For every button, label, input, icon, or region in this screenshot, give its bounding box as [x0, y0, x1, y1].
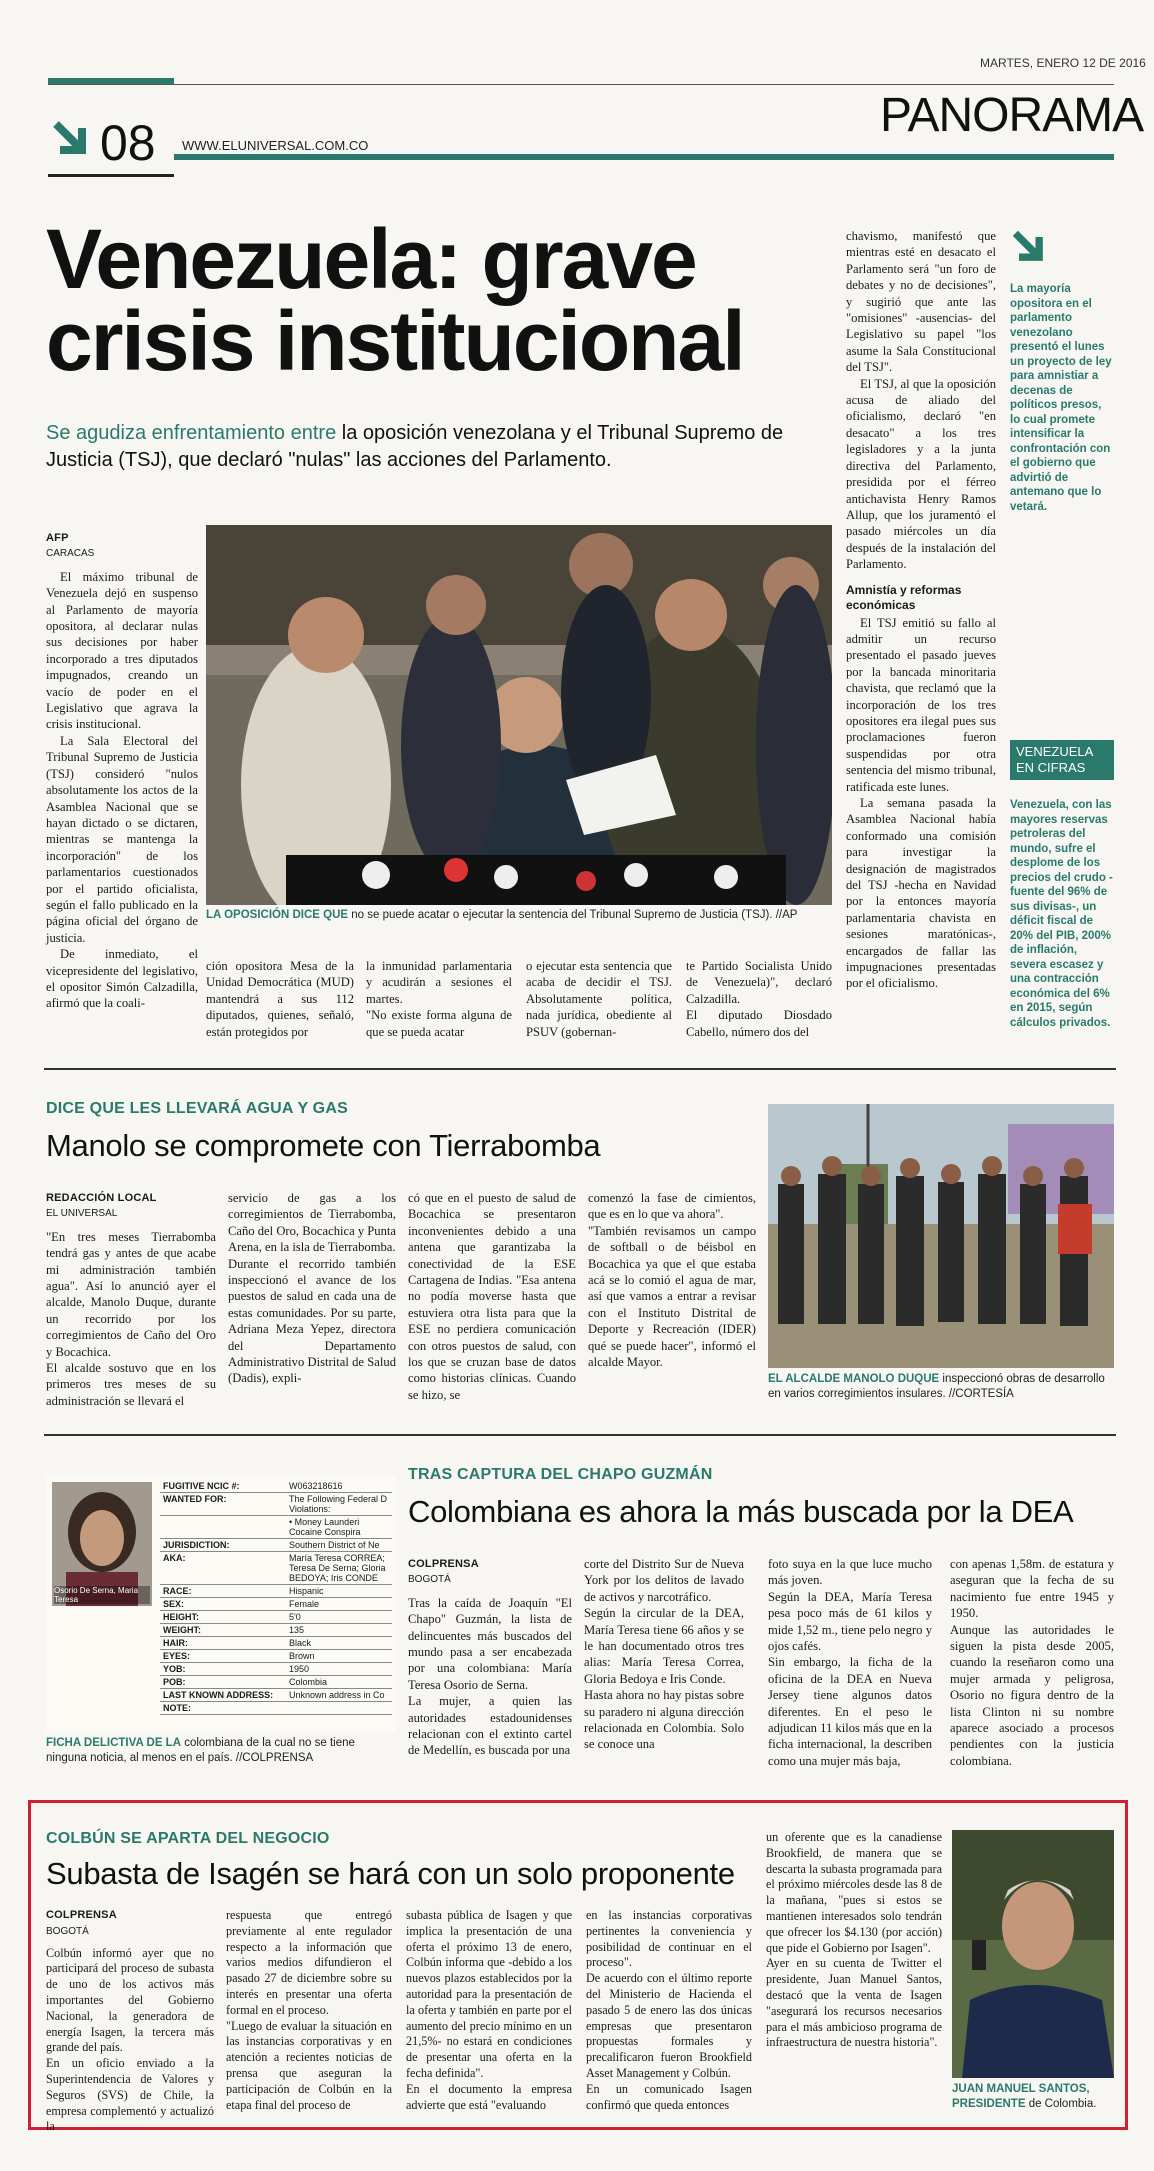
- story4-column-2: respuesta que entregó previamente al ente regulador respecto a la información que varios medios difundieron el pasado 27 de diciembre sobre su interés en presentar una oferta formal en el proceso. "Luego de evaluar la situación en las instancias corporativas y en atención a recientes noticias de prensa que aseguran la participación de Colbún en la etapa final del proceso de: [226, 1908, 392, 2112]
- story2-caption-lead: EL ALCALDE MANOLO DUQUE: [768, 1373, 940, 1385]
- wanted-table-row: [160, 1516, 392, 1539]
- wanted-field-label: AKA:: [160, 1552, 286, 1585]
- wanted-field-label: LAST KNOWN ADDRESS:: [160, 1689, 286, 1702]
- story2-column-3: có que en el puesto de salud de Bocachica se presentaron inconvenientes debido a una antena que garantizaba la conectividad de la ESE Cartagena de Indias. "Esa antena no podía moverse hasta que estuviera otra lista para que la ESE no perdiera comunicación con otros puestos de salud, con los que se cruzan base de datos como historias clínicas. Cuando se hizo, se: [408, 1191, 576, 1402]
- wanted-table-row: [160, 1637, 392, 1650]
- wanted-photo: [52, 1482, 152, 1606]
- wanted-table-row: [160, 1598, 392, 1611]
- lead-subtitle: [46, 420, 826, 474]
- lead-subhead: Amnistía y reformas económicas: [846, 582, 962, 612]
- story2-photo-caption: [768, 1372, 1114, 1402]
- story4-title: Subasta de Isagén se hará con un solo proponente: [46, 1856, 735, 1891]
- lead-subtitle-rest: la oposición venezolana y el Tribunal Supremo de Justicia (TSJ), que declaró "nulas" las acciones del Parlamento.: [46, 422, 784, 471]
- wanted-field-label: WANTED FOR:: [160, 1493, 286, 1516]
- lead-title: [46, 212, 846, 388]
- story4-kicker: COLBÚN SE APARTA DEL NEGOCIO: [46, 1830, 330, 1847]
- story4-caption-lead: JUAN MANUEL SANTOS, PRESIDENTE: [952, 2083, 1090, 2110]
- wanted-field-label: POB:: [160, 1676, 286, 1689]
- wanted-field-label: SEX:: [160, 1598, 286, 1611]
- wanted-field-value: 5'0: [286, 1611, 392, 1624]
- story2-title: Manolo se compromete con Tierrabomba: [46, 1128, 601, 1163]
- wanted-field-value: Unknown address in Co: [286, 1689, 392, 1702]
- story2-dateline: EL UNIVERSAL: [46, 1208, 118, 1220]
- story2-photo: [768, 1104, 1114, 1368]
- wanted-field-value: Female: [286, 1598, 392, 1611]
- wanted-field-label: EYES:: [160, 1650, 286, 1663]
- lead-photo-caption: [206, 908, 832, 923]
- lead-paragraph: De inmediato, el vicepresidente del legislativo, el opositor Simón Calzadilla, afirmó que la coali-: [46, 947, 198, 1011]
- story4-photo-caption: [952, 2082, 1114, 2112]
- cifras-title: VENEZUELA EN CIFRAS: [1010, 740, 1114, 780]
- lead-under-3: o ejecutar esta sentencia que acaba de decidir el TSJ. Absolutamente política, nada jurídica, obediente al PSUV (gobernan-: [526, 959, 672, 1039]
- story3-column-2: corte del Distrito Sur de Nueva York por los delitos de lavado de activos y narcotráfico. Según la circular de la DEA, María Teresa tiene 66 años y se le han documentado otros tres alias: María Teresa Correa, Gloria Bedoya e Iris Conde. Hasta ahora no hay pistas sobre su paradero ni alguna dirección relacionada en Colombia. Solo se conoce una: [584, 1557, 744, 1752]
- wanted-field-value: • Money Launderi Cocaine Conspira: [286, 1516, 392, 1539]
- wanted-field-label: JURISDICTION:: [160, 1539, 286, 1552]
- wanted-table-row: [160, 1702, 392, 1715]
- story2-column-2: servicio de gas a los corregimientos de Tierrabomba, Caño del Oro, Bocachica y Punta Arena, en la isla de Tierrabomba. Durante el recorrido también inspeccionó el avance de los puestos de salud en cada una de estas comunidades. Por su parte, Adriana Meza Yepez, directora del Departamento Administrativo Distrital de Salud (Dadis), expli-: [228, 1191, 396, 1386]
- story3-column-1: [408, 1556, 572, 1759]
- wanted-table-row: [160, 1493, 392, 1516]
- lead-under-4: te Partido Socialista Unido de Venezuela)", declaró Calzadilla. El diputado Diosdado Cabello, número dos del: [686, 959, 832, 1039]
- wanted-field-label: FUGITIVE NCIC #:: [160, 1480, 286, 1493]
- story3-column-4: con apenas 1,58m. de estatura y aseguran que la fecha de su nacimiento fue entre 1945 y 1950. Aunque las autoridades le siguen la pista desde 2005, cuando la reseñaron como una mujer armada y peligrosa, Osorio no figura dentro de la lista Clinton ni su nombre aparece asociado a procesos pendientes con la justicia colombiana.: [950, 1557, 1114, 1768]
- story2-kicker: DICE QUE LES LLEVARÁ AGUA Y GAS: [46, 1100, 348, 1117]
- wanted-field-label: RACE:: [160, 1585, 286, 1598]
- wanted-field-value: 135: [286, 1624, 392, 1637]
- story2-caption-rest: inspeccionó obras de desarrollo en varios corregimientos insulares. //CORTESÍA: [768, 1373, 1105, 1400]
- wanted-field-label: WEIGHT:: [160, 1624, 286, 1637]
- wanted-field-label: HEIGHT:: [160, 1611, 286, 1624]
- story4-byline: COLPRENSA: [46, 1909, 117, 1921]
- cifras-text: Venezuela, con las mayores reservas petroleras del mundo, sufre el desplome de los precios del crudo -fuente del 96% de sus divisas-, un déficit fiscal de 20% del PIB, 200% de inflación, severa escasez y una contracción económica del 6% en 2015, según cálculos privados.: [1010, 799, 1113, 1029]
- website-label: WWW.ELUNIVERSAL.COM.CO: [182, 138, 369, 153]
- wanted-table-row: [160, 1480, 392, 1493]
- story2-column-1: [46, 1190, 216, 1409]
- wanted-table: [160, 1480, 392, 1715]
- lead-caption-lead: LA OPOSICIÓN DICE QUE: [206, 909, 349, 921]
- lead-title-line-1: Venezuela: grave: [46, 212, 696, 306]
- wanted-table-row: [160, 1689, 392, 1702]
- wanted-field-label: NOTE:: [160, 1702, 286, 1715]
- wanted-field-value: W063218616: [286, 1480, 392, 1493]
- sidebar-amnesty-text: La mayoría opositora en el parlamento venezolano presentó el lunes un proyecto de ley para amnistiar a decenas de políticos presos, lo cual promete intensificar la confrontación con el gobierno que advirtió de antemano que lo vetará.: [1010, 283, 1112, 513]
- wanted-field-value: The Following Federal D Violations:: [286, 1493, 392, 1516]
- wanted-table-row: [160, 1663, 392, 1676]
- story3-caption-rest: colombiana de la cual no se tiene ninguna noticia, al menos en el país. //COLPRENSA: [46, 1737, 355, 1764]
- story4-column-3: subasta pública de Isagen y que implica la presentación de una oferta el próximo 13 de enero, Colbún informa que -debido a los nuevos plazos establecidos por la autoridad para la presentación de la oferta y también en parte por el aumento del precio mínimo en un 21,5%- no estará en condiciones de presentar una oferta en la fecha definida". En el documento la empresa advierte que está "evaluando: [406, 1908, 572, 2112]
- header-bottom-bar: [174, 154, 1114, 160]
- wanted-table-row: [160, 1624, 392, 1637]
- wanted-field-value: [286, 1702, 392, 1715]
- wanted-table-row: [160, 1585, 392, 1598]
- lead-paragraph: La Sala Electoral del Tribunal Supremo de Justicia (TSJ) consideró "nulos absolutamente los actos de la Asamblea Nacional que se hayan dictado o se dictaren, mientras se mantenga la incorporación" de los parlamentarios cuestionados por el partido oficialista, según el fallo publicado en la página oficial del órgano de justicia.: [46, 733, 198, 945]
- wanted-table-row: [160, 1539, 392, 1552]
- page-number-box: [48, 112, 174, 177]
- wanted-table-row: [160, 1552, 392, 1585]
- story3-column-3: foto suya en la que luce mucho más joven. Según la DEA, María Teresa pesa poco más de 61 kilos y mide 1,52 m., tiene pelo negro y ojos cafés. Sin embargo, la ficha de la oficina de la DEA en Nueva Jersey tiene algunos datos diferentes. En el peso le adjudican 11 kilos más que en la ficha internacional, la describen como una mujer más baja,: [768, 1557, 932, 1768]
- lead-under-2: la inmunidad parlamentaria y acudirán a sesiones el martes. "No existe forma alguna de que se pueda acatar: [366, 959, 512, 1039]
- lead-paragraph: El TSJ emitió su fallo al admitir un recurso presentado el pasado jueves por la bancada minoritaria chavista, que reclamó que la incorporación de los tres opositores era ilegal pues sus proclamaciones fueron suspendidas por otra sentencia del mismo tribunal, ratificada este lunes.: [846, 615, 996, 794]
- lead-dateline: CARACAS: [46, 548, 95, 560]
- story2-byline: REDACCIÓN LOCAL: [46, 1192, 157, 1204]
- lead-paragraph: La semana pasada la Asamblea Nacional había conformado una comisión para investigar la designación de magistrados del TSJ -hecha en Navidad por la entonces mayoría parlamentaria chavista en sesiones maratónicas-, encargados de fallar las impugnaciones presentadas por el oficialismo.: [846, 796, 996, 991]
- wanted-table-row: [160, 1676, 392, 1689]
- story3-photo-caption: [46, 1736, 396, 1766]
- lead-caption-rest: no se puede acatar o ejecutar la sentencia del Tribunal Supremo de Justicia (TSJ). //AP: [348, 909, 798, 921]
- story4-column-4: en las instancias corporativas pertinentes la conveniencia y posibilidad de continuar en el proceso". De acuerdo con el último reporte del Ministerio de Hacienda el pasado 5 de enero las dos únicas empresas que presentaron propuestas formales y precalificaron fueron Brookfield Asset Management y Colbún. En un comunicado Isagen confirmó que queda entonces: [586, 1908, 752, 2112]
- lead-column-3: [846, 228, 996, 992]
- story3-kicker: TRAS CAPTURA DEL CHAPO GUZMÁN: [408, 1466, 713, 1483]
- lead-byline: AFP: [46, 532, 69, 544]
- wanted-field-value: 1950: [286, 1663, 392, 1676]
- lead-column-1: [46, 530, 198, 1012]
- page-number: 08: [100, 115, 156, 171]
- section-divider: [44, 1434, 1116, 1436]
- header-date: MARTES, ENERO 12 DE 2016: [980, 56, 1146, 70]
- wanted-field-value: María Teresa CORREA; Teresa De Serna; Gloria BEDOYA; Iris CONDE: [286, 1552, 392, 1585]
- section-divider: [44, 1068, 1116, 1070]
- wanted-field-label: [160, 1516, 286, 1539]
- arrow-down-right-icon: [48, 116, 96, 168]
- wanted-record: [46, 1476, 396, 1732]
- story3-title: Colombiana es ahora la más buscada por la DEA: [408, 1494, 1074, 1529]
- story4-column-5: un oferente que es la canadiense Brookfield, de manera que se descarta la subasta programada para el próximo miércoles desde las 8 de la mañana, "pues si estos se mantienen interesados solo tendrán que ofrecer los $4.130 (por acción) que pide el Gobierno por Isagen". Ayer en su cuenta de Twitter el presidente, Juan Manuel Santos, destacó que la venta de Isagen "asegurará los recursos necesarios para el más ambicioso programa de infraestructura de nuestra historia".: [766, 1830, 942, 2050]
- story3-caption-lead: FICHA DELICTIVA DE LA: [46, 1737, 182, 1749]
- wanted-field-value: Hispanic: [286, 1585, 392, 1598]
- story2-column-4: comenzó la fase de cimientos, que es en lo que va ahora". "También revisamos un campo de softball o de béisbol en Bocachica ya que el que estaba acá se lo comió el agua de mar, así que vamos a entrar a revisar con el Instituto Distrital de Deporte y Recreación (IDER) qué se puede hacer", informó el alcalde Mayor.: [588, 1191, 756, 1370]
- sidebar-arrow-icon: [1008, 226, 1052, 274]
- wanted-table-row: [160, 1611, 392, 1624]
- wanted-field-value: Brown: [286, 1650, 392, 1663]
- lead-photo: [206, 525, 832, 905]
- story3-text: Tras la caída de Joaquín "El Chapo" Guzmán, la lista de delincuentes más buscados del mundo pasa a ser encabezada por una colombiana: María Teresa Osorio de Serna. La mujer, a quien las autoridades estadounidenses relacionan con el extinto cartel de Medellín, es buscada por una: [408, 1595, 572, 1758]
- story4-photo: [952, 1830, 1114, 2078]
- wanted-field-value: Black: [286, 1637, 392, 1650]
- wanted-field-value: Colombia: [286, 1676, 392, 1689]
- story4-column-1: [46, 1908, 214, 2135]
- wanted-table-row: [160, 1650, 392, 1663]
- story4-caption-rest: de Colombia.: [1025, 2098, 1097, 2110]
- header-top-rule: [48, 84, 1114, 85]
- lead-under-1: ción opositora Mesa de la Unidad Democrática (MUD) mantendrá a sus 112 diputados, quienes, señaló, están protegidos por: [206, 959, 354, 1039]
- lead-subtitle-lead: Se agudiza enfrentamiento entre: [46, 422, 337, 444]
- story3-byline: COLPRENSA: [408, 1558, 479, 1570]
- story4-text: Colbún informó ayer que no participará del proceso de subasta de uno de los activos más importantes del Gobierno Nacional, la generadora de energía Isagen, la tercera más grande del país. En un oficio enviado a la Superintendencia de Valores y Seguros (SVS) de Chile, la empresa complementó y actualizó la: [46, 1945, 214, 2134]
- story4-dateline: BOGOTÁ: [46, 1925, 89, 1937]
- section-title: PANORAMA: [880, 89, 1144, 142]
- wanted-field-label: YOB:: [160, 1663, 286, 1676]
- lead-paragraph: El TSJ, al que la oposición acusa de aliado del oficialismo, declaró "en desacato" a los tres legisladores y a la junta directiva del Parlamento, presidida por el férreo antichavista Henry Ramos Allup, que los juramentó el pasado miércoles un día después de la instalación del Parlamento.: [846, 376, 996, 572]
- wanted-field-label: HAIR:: [160, 1637, 286, 1650]
- lead-paragraph: chavismo, manifestó que mientras esté en desacato el Parlamento será "un foro de debates y no de decisiones", y sugirió que ante las "omisiones" -ausencias- del Legislativo su papel "los asume la Sala Constitucional del TSJ".: [846, 229, 996, 375]
- story3-dateline: BOGOTÁ: [408, 1574, 451, 1586]
- wanted-field-value: Southern District of Ne: [286, 1539, 392, 1552]
- lead-paragraph: El máximo tribunal de Venezuela dejó en suspenso al Parlamento de mayoría opositora, al declarar nulas sus decisiones por haber incorporado a tres diputados impugnados, creando un vacío de poder en el Legislativo que agrava la crisis institucional.: [46, 569, 198, 732]
- wanted-photo-label: Osorio De Serna, Maria Teresa: [54, 1586, 150, 1604]
- lead-title-line-2: crisis institucional: [46, 294, 744, 388]
- story2-text: "En tres meses Tierrabomba tendrá gas y antes de que acabe mi administración también agua". Así lo anunció ayer el alcalde, Manolo Duque, durante un recorrido por los corregimientos de Caño del Oro y Bocachica. El alcalde sostuvo que en los primeros tres meses de su administración se llevará el: [46, 1229, 216, 1408]
